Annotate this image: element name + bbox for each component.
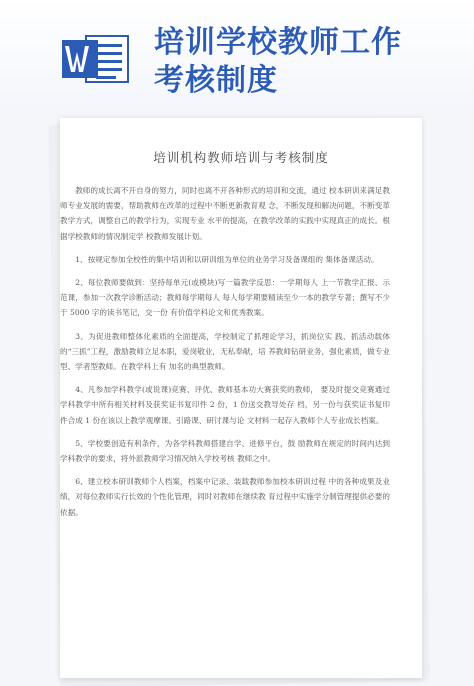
paragraph: 2、每位教师要做到：坚持每单元(或模块)写一篇教学反思：一学期每人 上一节教学汇报、示范课，参加一次教学诊断活动；教师每学期每人 每人每学期要精读至少一本的教学专著；撰写不少于 5000 字的读书笔记，交一份 有价值学科论文和优秀教案。 (60, 278, 390, 318)
header-banner (0, 0, 474, 110)
word-document-icon (60, 30, 136, 88)
paragraph: 5、学校要创造有利条件，为各学科教师搭建自学、进修平台，鼓 励教师在规定的时间内达到学科教学的要求，将外派教师学习情况纳入学校考核 教师之中。 (60, 438, 390, 464)
paragraph: 1、按规定参加全校性的集中培训和以研训组为单位的业务学习及备课组的 集体备课活动。 (75, 254, 379, 264)
document-title: 培训机构教师培训与考核制度 (153, 150, 329, 165)
paragraph: 6、建立校本研训教师个人档案，档案中记录、装载教师参加校本研训过程 中的各种成果及业绩，对每位教师实行长效的个性化管理，同时对教师在继续教 育过程中实施学分制管理提供必要的依据。 (60, 477, 390, 517)
paragraph: 4、凡参加学科教学(或说课)竞赛、评优、教师基本功大赛获奖的教师， 要及时提交竞赛通过学科教学中所有相关材料及获奖证书复印件 2 份，1 份送交教导处存 档，另一份与获奖证书复印件合成 1 份在该以上教学观摩课、引路课、研讨课与论 文材料一起存入教师个人专业成长档案。 (60, 385, 390, 425)
document-body (60, 183, 390, 528)
banner-title-line2: 考核制度 (154, 63, 278, 98)
paragraph: 3、为促进教师整体化素质的全面提高，学校制定了抓理论学习，抓岗位实 践、抓活动载体的“三抓”工程，激励教师立足本职，爱岗敬业，无私奉献，培 养教师钻研业务，强化素质，做专业型、学者型教师。在教学科上有 加名的典型教师。 (60, 331, 390, 372)
paragraph: 教师的成长离不开自身的努力，同时也离不开各种形式的培训和交流，通过 校本研训来满足教师专业发展的需要，帮助教师在改革的过程中不断更新教育观 念，不断发现和解决问题，不断变革教学方式，调整自己的教学行为，实现专业 水平的提高，在教学改革的实践中实现真正的成长。根据学校教师的情况制定学 校教师发展计划。 (60, 186, 390, 241)
banner-title-line1: 培训学校教师工作 (154, 25, 402, 60)
banner-title (154, 24, 464, 100)
